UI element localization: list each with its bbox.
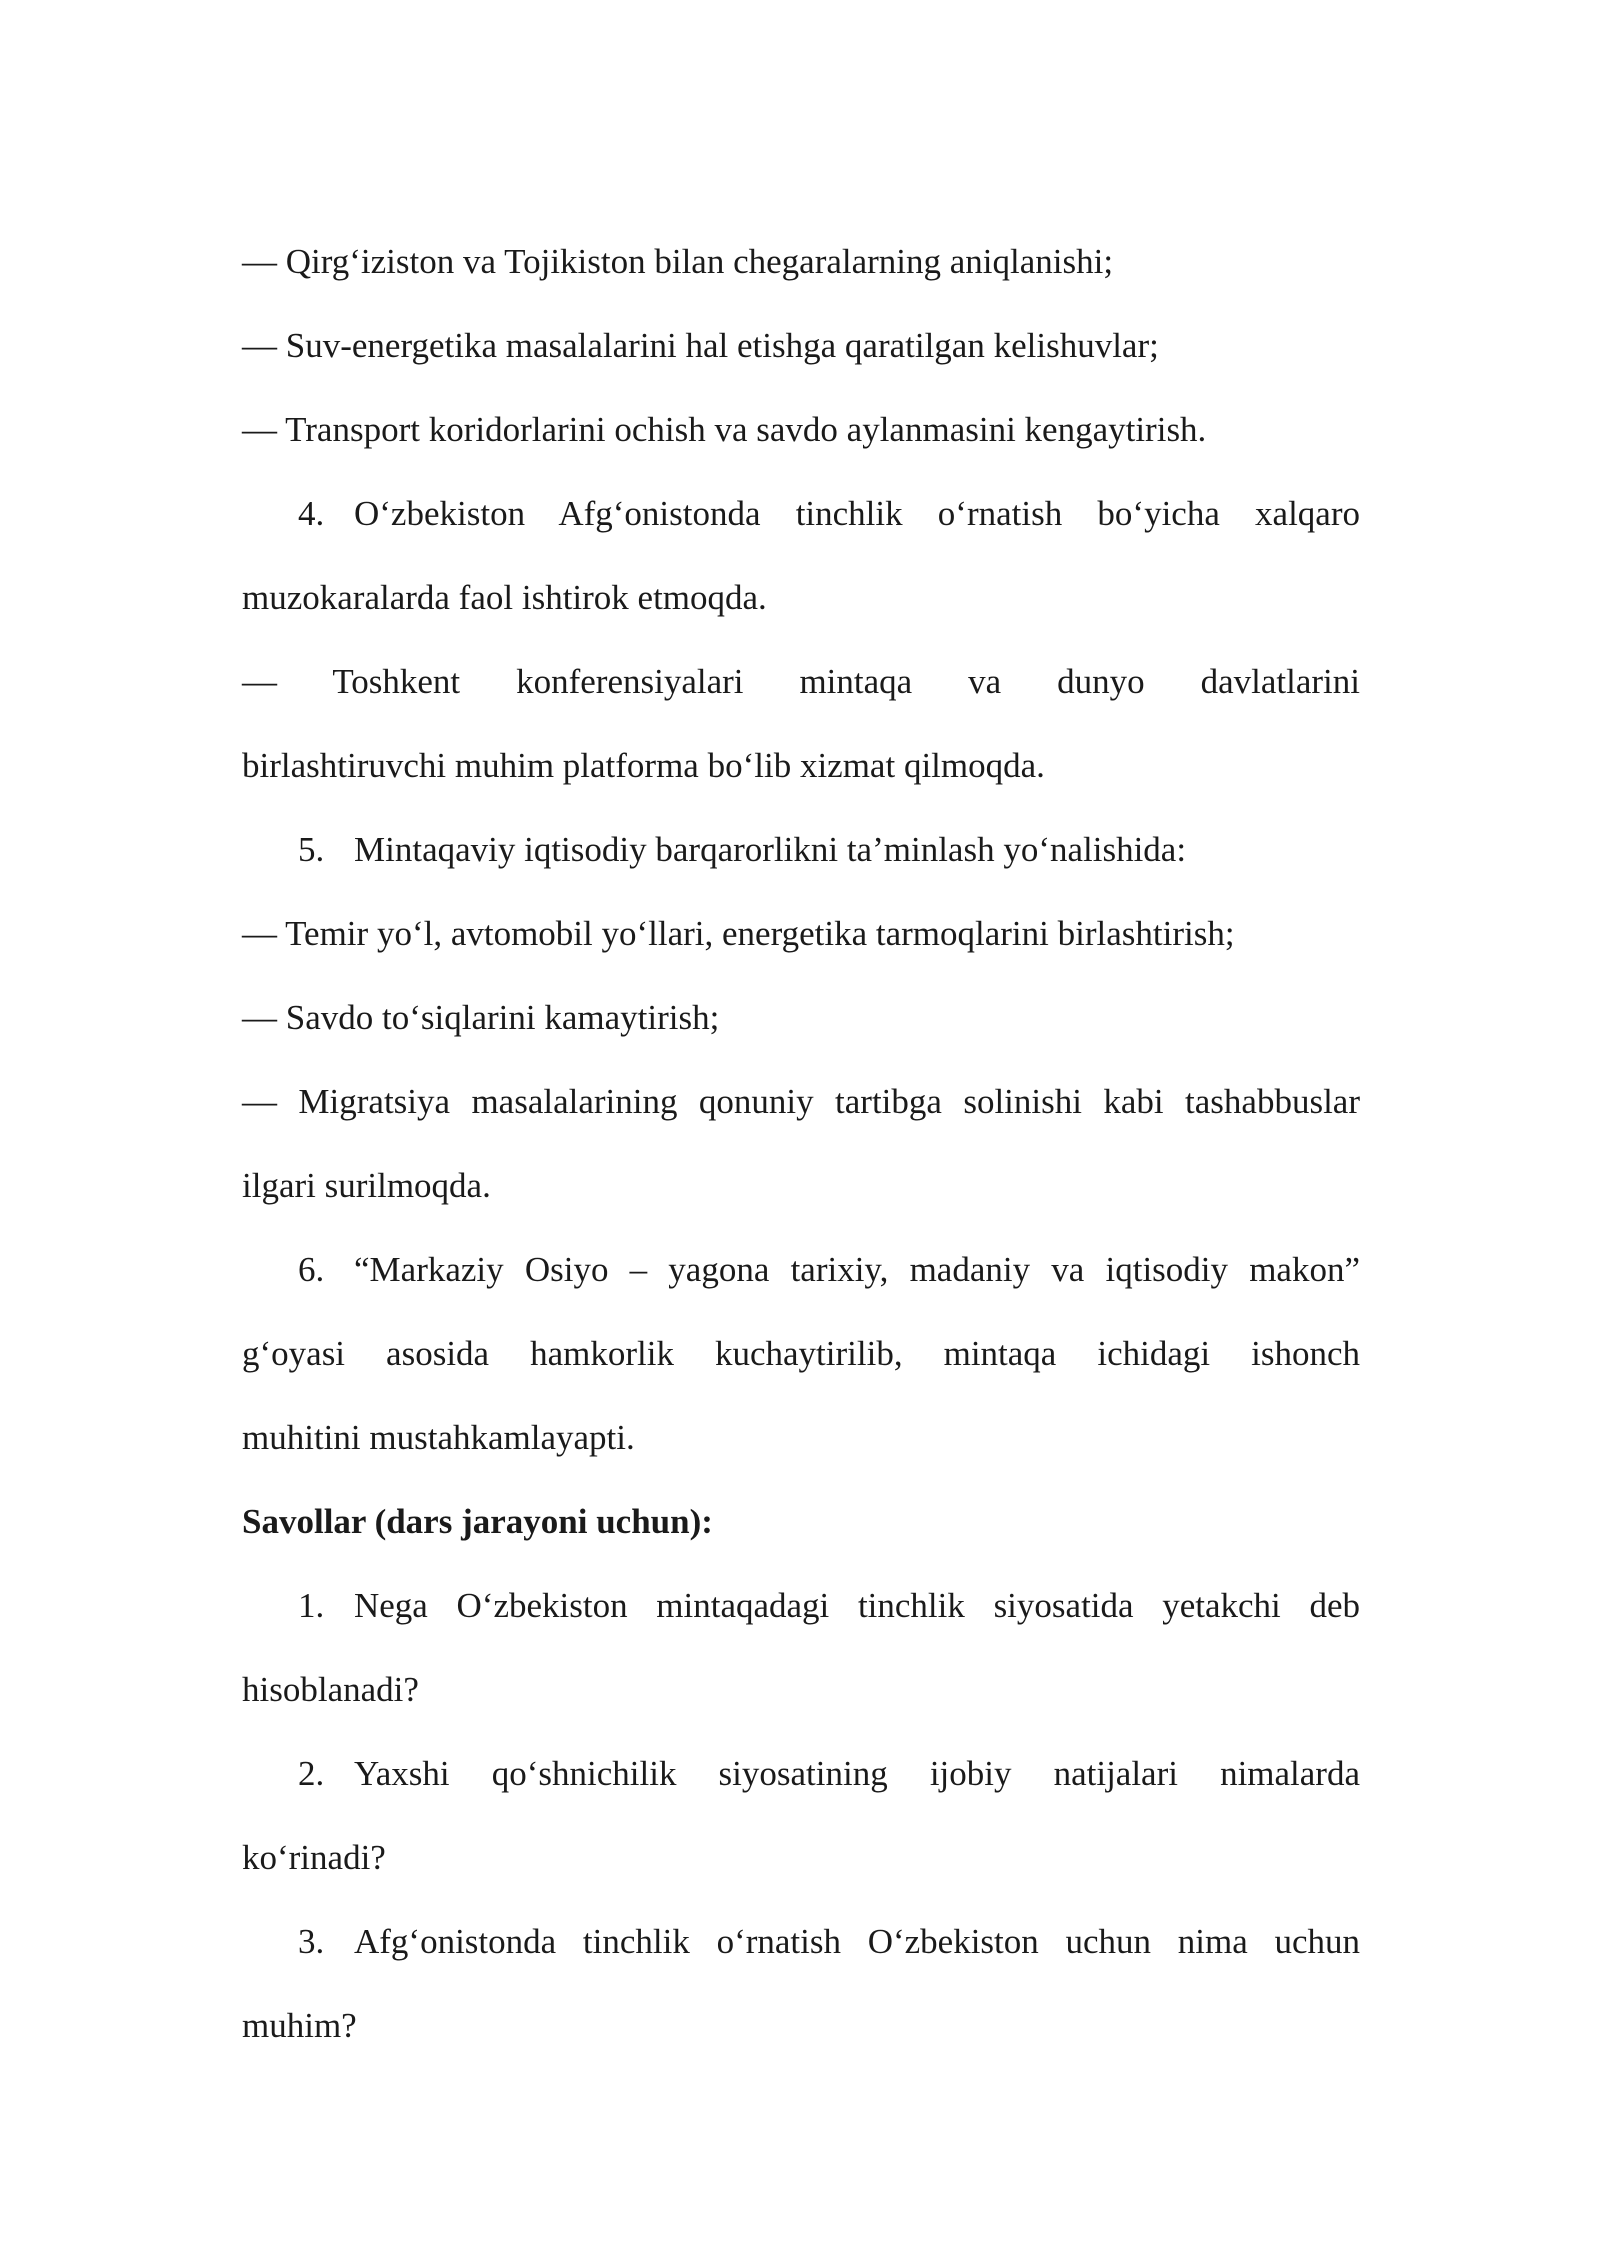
list-number: 4. [298, 494, 325, 533]
list-item-text: O‘zbekiston Afg‘onistonda tinchlik o‘rnatish bo‘yicha xalqaro [354, 494, 1360, 533]
bullet-line: — Migratsiya masalalarining qonuniy tartibga solinishi kabi tashabbuslar [242, 1082, 1360, 1121]
list-number: 1. [298, 1586, 325, 1625]
question-continuation: hisoblanadi? [242, 1670, 419, 1709]
question-1 [242, 1564, 1360, 1648]
bullet-line: — Transport koridorlarini ochish va savdo aylanmasini kengaytirish. [242, 410, 1207, 449]
bullet-line: — Savdo to‘siqlarini kamaytirish; [242, 998, 720, 1037]
question-3 [242, 1900, 1360, 1984]
list-item-continuation: muzokaralarda faol ishtirok etmoqda. [242, 578, 767, 617]
question-continuation: ko‘rinadi? [242, 1838, 386, 1877]
question-2 [242, 1732, 1360, 1816]
bullet-line: — Suv-energetika masalalarini hal etishga qaratilgan kelishuvlar; [242, 326, 1159, 365]
list-item-5 [242, 808, 1360, 892]
questions-heading: Savollar (dars jarayoni uchun): [242, 1502, 713, 1541]
list-item-continuation: g‘oyasi asosida hamkorlik kuchaytirilib, mintaqa ichidagi ishonch [242, 1334, 1360, 1373]
list-item-4 [242, 472, 1360, 556]
question-text: Nega O‘zbekiston mintaqadagi tinchlik siyosatida yetakchi deb [354, 1586, 1360, 1625]
list-number: 5. [298, 830, 325, 869]
bullet-continuation: birlashtiruvchi muhim platforma bo‘lib xizmat qilmoqda. [242, 746, 1045, 785]
list-number: 3. [298, 1922, 325, 1961]
question-text: Afg‘onistonda tinchlik o‘rnatish O‘zbekiston uchun nima uchun [354, 1922, 1360, 1961]
list-item-continuation: muhitini mustahkamlayapti. [242, 1418, 635, 1457]
list-number: 2. [298, 1754, 325, 1793]
bullet-line: — Qirg‘iziston va Tojikiston bilan chegaralarning aniqlanishi; [242, 242, 1114, 281]
bullet-continuation: ilgari surilmoqda. [242, 1166, 491, 1205]
list-item-text: Mintaqaviy iqtisodiy barqarorlikni ta’minlash yo‘nalishida: [354, 830, 1187, 869]
list-item-text: “Markaziy Osiyo – yagona tarixiy, madaniy va iqtisodiy makon” [354, 1250, 1360, 1289]
document-page [242, 220, 1360, 2068]
list-item-6 [242, 1228, 1360, 1312]
question-text: Yaxshi qo‘shnichilik siyosatining ijobiy natijalari nimalarda [354, 1754, 1360, 1793]
bullet-line: — Temir yo‘l, avtomobil yo‘llari, energetika tarmoqlarini birlashtirish; [242, 914, 1235, 953]
question-continuation: muhim? [242, 2006, 357, 2045]
list-number: 6. [298, 1250, 325, 1289]
bullet-line: — Toshkent konferensiyalari mintaqa va dunyo davlatlarini [242, 662, 1360, 701]
